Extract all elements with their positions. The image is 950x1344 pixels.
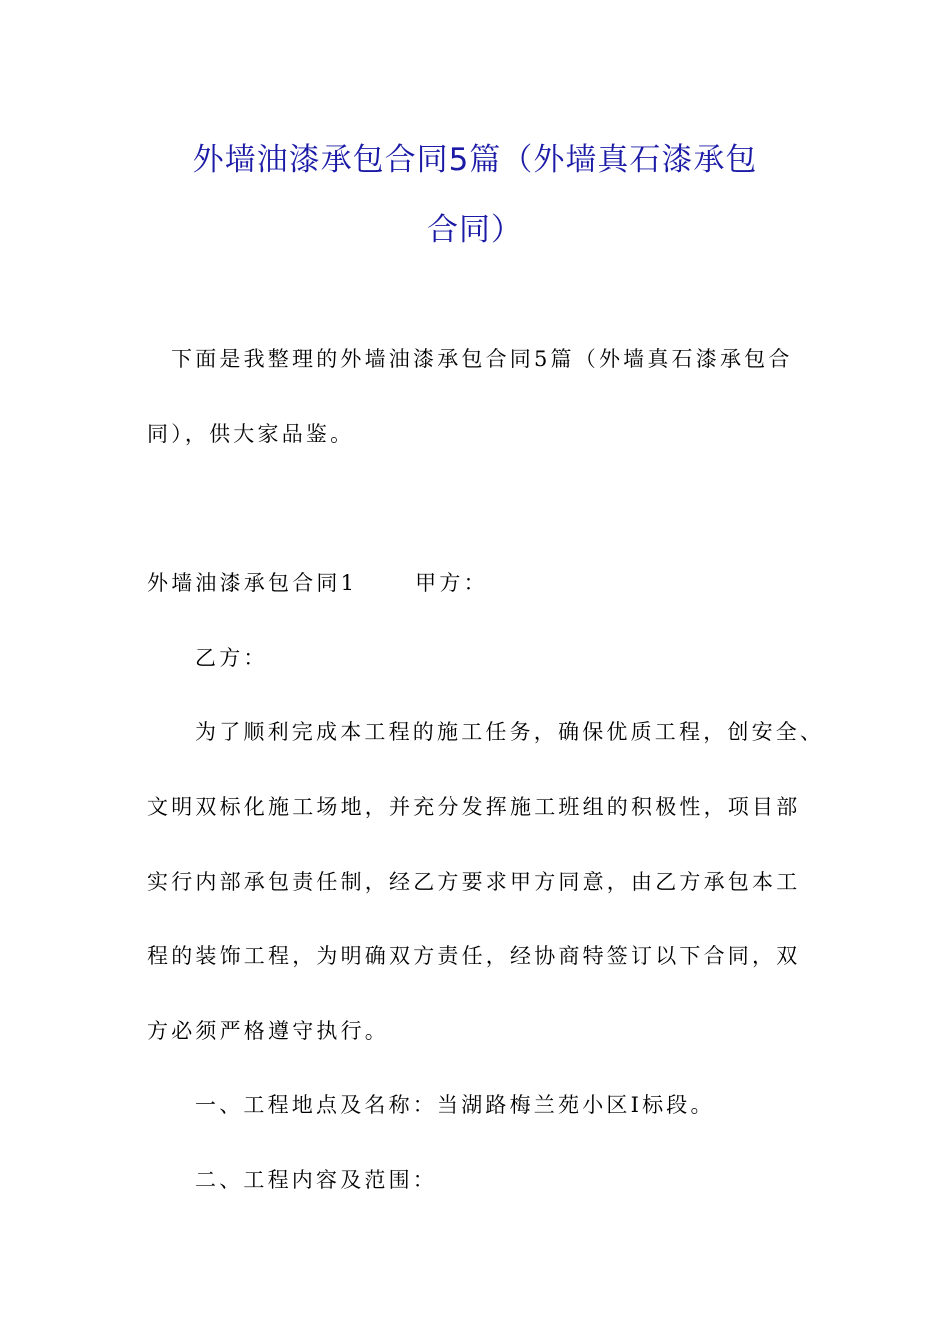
clause-1: 一、工程地点及名称：当湖路梅兰苑小区Ⅰ标段。 [195,1093,715,1117]
party-a-label: 甲方： [415,571,488,595]
contract-heading-row [147,573,488,594]
document-title-line-2: 合同） [427,212,523,248]
intro-line-1: 下面是我整理的外墙油漆承包合同5篇（外墙真石漆承包合 [171,347,793,371]
paragraph-line-1: 为了顺利完成本工程的施工任务，确保优质工程，创安全、 [195,720,825,744]
contract-heading: 外墙油漆承包合同1 [147,571,358,595]
party-b-label: 乙方： [195,646,268,670]
paragraph-line-4: 程的装饰工程，为明确双方责任，经协商特签订以下合同，双 [147,944,801,968]
paragraph-line-2: 文明双标化施工场地，并充分发挥施工班组的积极性，项目部 [147,795,801,819]
paragraph-line-5: 方必须严格遵守执行。 [147,1019,389,1043]
clause-2: 二、工程内容及范围： [195,1168,437,1192]
paragraph-line-3: 实行内部承包责任制，经乙方要求甲方同意，由乙方承包本工 [147,870,801,894]
document-title-line-1: 外墙油漆承包合同5篇（外墙真石漆承包 [192,142,758,178]
intro-line-2: 同），供大家品鉴。 [147,422,355,446]
